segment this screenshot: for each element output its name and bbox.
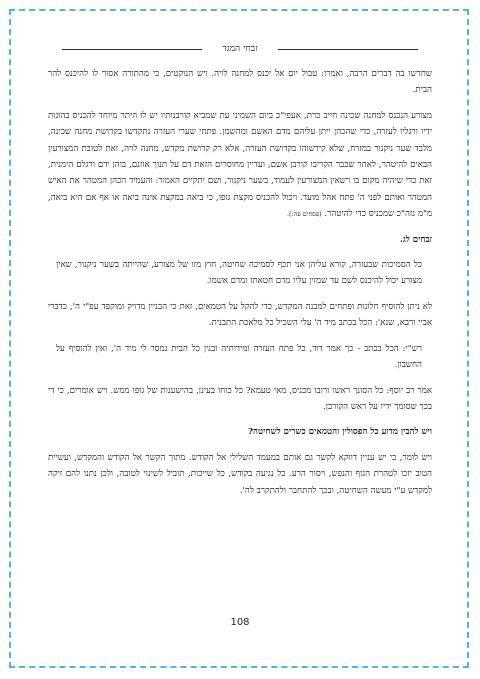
paragraph-4: אמר רב יוסף: כל הסונך ראשו ורובו מכניס, מאי טעמא? כל כוחו בעינן, בהישענות של גופו ממש. ויש אומרים, כי די בכך שסומך ידיו על ראש הקורבן. bbox=[48, 385, 432, 412]
question-heading: ויש להבין מדוע כל הפסולין והטמאים כשרים לשחיטה? bbox=[247, 427, 432, 438]
paragraph-2 bbox=[48, 108, 432, 223]
paragraph-2-text: מצורע הנכנס למחנה שכינה חייב כרת, אעפי"כ ביום השמיני עת שמביא קורבנותיו יש לו היתר מיוחד להכניס בהונות ידיו ורגליו לעזרה, כדי שהכהן ייתן עליהם מדם האשם ומהשמן. פתחי שערי העזרה נתקדשו בקדושת מחנה שכינה, מלבד שער ניקנור במזרח, שלא קידשוהו בקדושת העזרה, אלא רק קדושת מקדש, מחנה לויה, זאת לטובת המצורעין הבאים להיטהר, לאחר שכבר הקריבו קורבן אשם, ועדיין מחוסרים הזאת דם על תנוך אוזנם, בוהן ידם ורגלם הימנית, זאת כדי שיהיה מקום בו רשאין המצורעין לעמוד, בשער ניקנור, ושם יתקיים האמור: והעמיד הכהן המטהר את האיש המטהר ואותם לפני ה' פתח אהל מועד. ויכול להכניס מקצת גופו, כי ביאה במקצת אינה ביאה או אף אם היא ביאה, מ"מ גזה"כ שמכניס כדי להיטהר. bbox=[48, 110, 432, 220]
paragraph-3: לא ניתן להוסיף חלונות ופתחים למבנה המקדש, כדי להקל על הטמאים, זאת כי הבניין מדויק ומוקפד עפ"י ה', כדברי אביי ורבא, שנא': הכל בכתב מיד ה' עלי השכיל כל מלאכת התבנית. bbox=[48, 301, 432, 329]
header-rule-right bbox=[278, 49, 418, 50]
page-number: 108 bbox=[230, 617, 250, 628]
quote-block-2: רש"י: הכל בכתב - כך אמר דוד, כל פתח העזרה ומידותיה ובנין כל הבית נמסר לי מיד ה', ואין להוסיף על החשבון. bbox=[56, 343, 422, 371]
source-reference: (פסחים פה:). bbox=[287, 210, 322, 219]
quote-block-1: כל הסמיכות שבעזרה, קורא עליהן אני תכף לסמיכה שחיטה, חוץ מזו של מצורע, שהייתה בשער ניקנור, שאין מצורע יכול להיכנס לשם עד שמזין עליו מדם חטאתו ומדם אשמו. bbox=[56, 260, 422, 287]
header-title: זבחי המגד bbox=[222, 44, 258, 54]
header-rule-left bbox=[62, 49, 202, 50]
section-heading: זבחים לג. bbox=[399, 234, 432, 245]
paragraph-1: שחדשו בה דברים הרבה, ואמרו: טבול יום אל יכנס למחנה לויה. ויש הנוקטים, כי מהתורה אסור לו להיכנס להר הבית. bbox=[48, 69, 432, 96]
running-header bbox=[62, 42, 418, 56]
paragraph-5: ויש לומר, כי יש עניין דווקא לקשר גם אותם במעמד השלילי אל הקודש. מתוך הקשר אל הקודש והמקדש, ועשיית הטוב יזכו לטהרת הגוף והנפש, ויסור הרע. כל נגיעה בקודש, כל שייכות, תוביל לשינוי לטובה, ולכן נתנו להם זיקה למקדש ע"י מעשה השחיטה, ובכך להתחבר ולהתקרב לה'. bbox=[48, 452, 432, 496]
page-body bbox=[48, 66, 432, 508]
